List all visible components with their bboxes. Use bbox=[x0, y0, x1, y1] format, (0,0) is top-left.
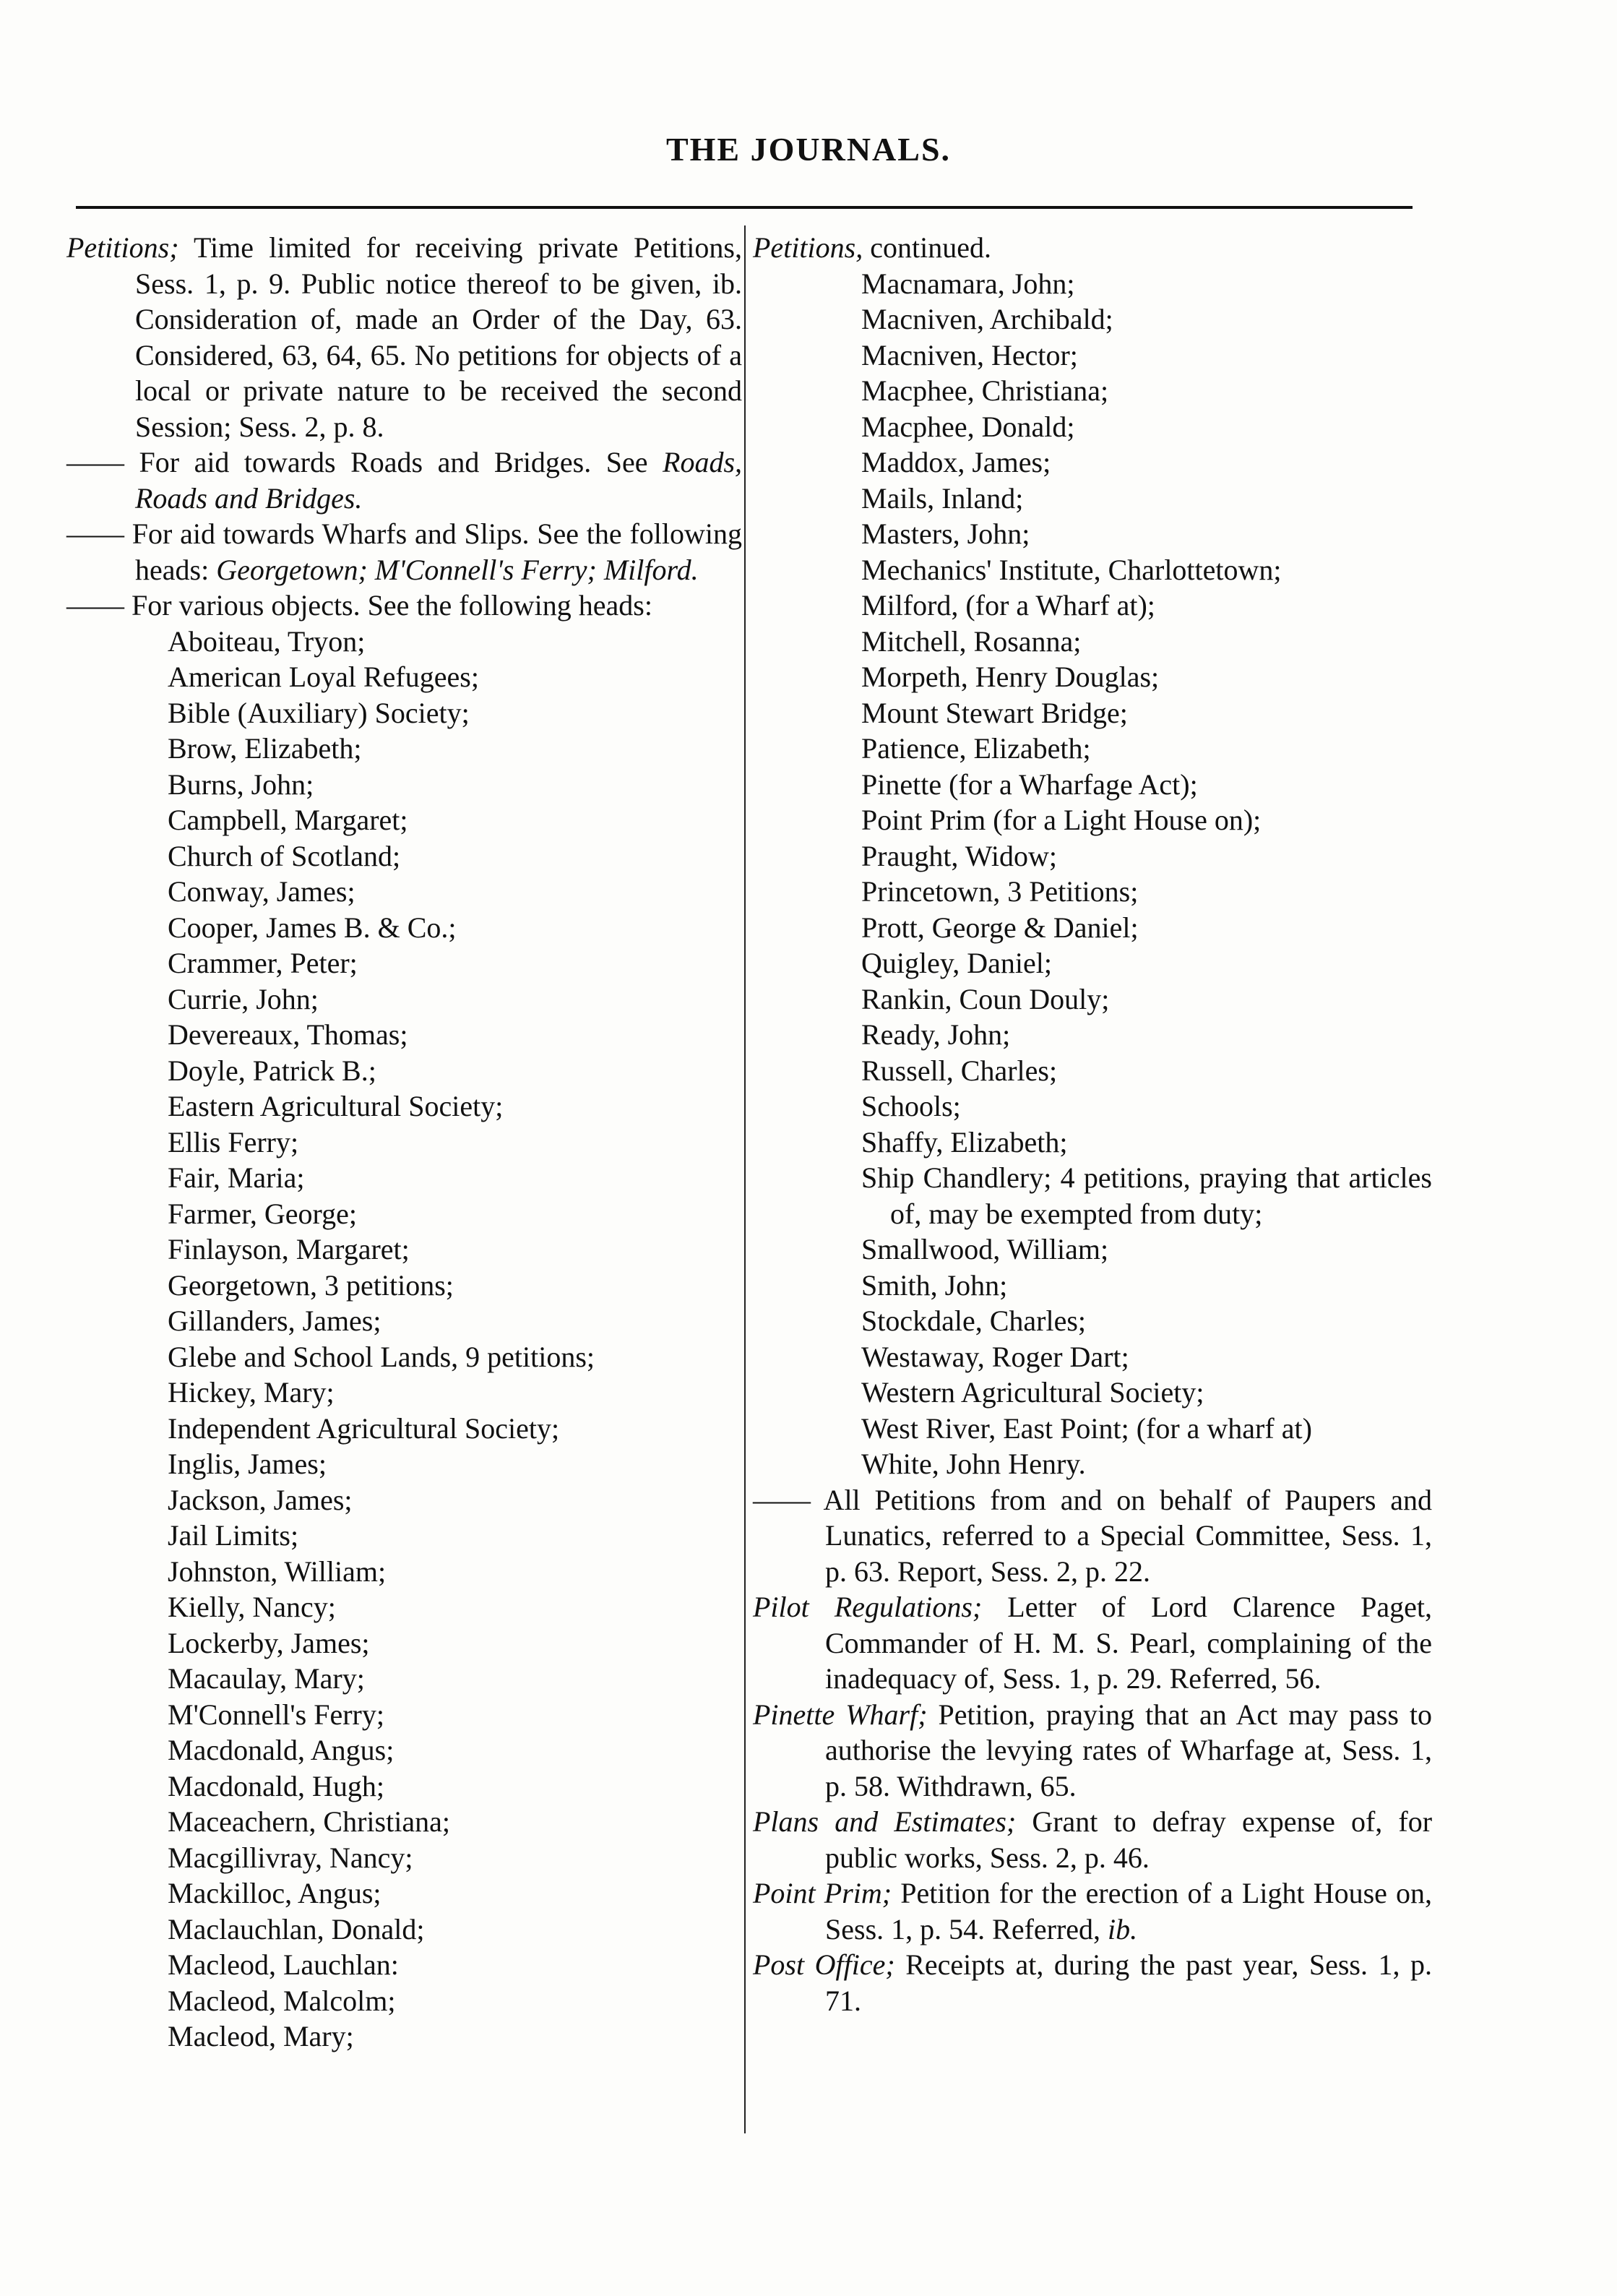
petitions-head: Petitions; bbox=[66, 231, 179, 264]
list-item: Point Prim (for a Light House on); bbox=[861, 804, 1262, 836]
list-item: Hickey, Mary; bbox=[168, 1376, 335, 1409]
list-item: American Loyal Refugees; bbox=[168, 661, 479, 693]
list-item: Georgetown, 3 petitions; bbox=[168, 1268, 454, 1302]
list-item: Brow, Elizabeth; bbox=[168, 732, 362, 765]
list-item: Prott, George & Daniel; bbox=[861, 911, 1139, 944]
left-column bbox=[66, 230, 742, 2055]
pointprim-head: Point Prim; bbox=[753, 1877, 892, 1909]
right-items-list bbox=[753, 266, 1432, 1161]
left-items-list bbox=[66, 624, 742, 2055]
roads-entry bbox=[66, 444, 742, 516]
list-item: Morpeth, Henry Douglas; bbox=[861, 661, 1160, 693]
list-item: Macdonald, Angus; bbox=[168, 1734, 394, 1766]
list-item: Independent Agricultural Society; bbox=[168, 1411, 560, 1445]
column-divider bbox=[744, 225, 746, 2133]
list-item: Farmer, George; bbox=[168, 1197, 358, 1230]
petitions-entry bbox=[66, 230, 742, 444]
pinette-text: Petition, praying that an Act may pass to authorise the levying rates of Wharfage at, Sess. 1, p. 58. Withdrawn, 65. bbox=[825, 1698, 1433, 1802]
list-item: Mitchell, Rosanna; bbox=[861, 624, 1082, 658]
list-item: Lockerby, James; bbox=[168, 1626, 370, 1659]
list-item: Bible (Auxiliary) Society; bbox=[168, 696, 470, 729]
list-item: Campbell, Margaret; bbox=[168, 804, 408, 836]
list-item: M'Connell's Ferry; bbox=[168, 1698, 384, 1731]
list-item: Macphee, Christiana; bbox=[861, 374, 1109, 407]
continued-text: continued. bbox=[870, 231, 991, 264]
continued-heading bbox=[753, 230, 1432, 266]
list-item: Macnamara, John; bbox=[861, 267, 1075, 300]
pilot-regulations-entry bbox=[753, 1589, 1432, 1697]
list-item: Ellis Ferry; bbox=[168, 1125, 299, 1158]
list-item: Patience, Elizabeth; bbox=[861, 732, 1091, 765]
list-item: Maclauchlan, Donald; bbox=[168, 1912, 425, 1945]
various-text: —— For various objects. See the following heads: bbox=[66, 589, 652, 622]
petitions-text: Time limited for receiving private Petitions, Sess. 1, p. 9. Public notice thereof to be given, ib. Consideration of, made an Order of the Day, 63. Considered, 63, 64, 65. No petitions for objects of a local or private nature to be received the second Session; Sess. 2, p. 8. bbox=[135, 231, 742, 443]
wharfs-entry bbox=[66, 516, 742, 588]
page-title: THE JOURNALS. bbox=[665, 131, 952, 168]
list-item: Macphee, Donald; bbox=[861, 410, 1075, 443]
list-item: Smith, John; bbox=[861, 1268, 1008, 1302]
list-item: Shaffy, Elizabeth; bbox=[861, 1125, 1068, 1158]
plans-text: Grant to defray expense of, for public works, Sess. 2, p. 46. bbox=[825, 1805, 1433, 1874]
list-item: Schools; bbox=[861, 1090, 961, 1122]
list-item: Glebe and School Lands, 9 petitions; bbox=[168, 1340, 595, 1373]
list-item: Princetown, 3 Petitions; bbox=[861, 875, 1139, 908]
post-head: Post Office; bbox=[753, 1948, 895, 1981]
list-item: Russell, Charles; bbox=[861, 1054, 1058, 1087]
list-item: Fair, Maria; bbox=[168, 1161, 305, 1194]
list-item: Macgillivray, Nancy; bbox=[168, 1841, 413, 1874]
list-item: Western Agricultural Society; bbox=[861, 1376, 1204, 1409]
post-text: Receipts at, during the past year, Sess. 1, p. 71. bbox=[825, 1948, 1432, 2017]
list-item: Inglis, James; bbox=[168, 1448, 327, 1480]
list-item: Aboiteau, Tryon; bbox=[168, 624, 366, 658]
list-item: Cooper, James B. & Co.; bbox=[168, 911, 457, 944]
list-item: Mails, Inland; bbox=[861, 481, 1024, 515]
point-prim-entry bbox=[753, 1875, 1432, 1947]
list-item: Currie, John; bbox=[168, 982, 319, 1015]
list-item: Eastern Agricultural Society; bbox=[168, 1090, 504, 1122]
list-item: Gillanders, James; bbox=[168, 1304, 381, 1337]
pilot-head: Pilot Regulations; bbox=[753, 1591, 983, 1623]
list-item: Maddox, James; bbox=[861, 446, 1051, 478]
pointprim-ib: ib. bbox=[1108, 1912, 1138, 1945]
various-entry bbox=[66, 588, 742, 624]
list-item: Johnston, William; bbox=[168, 1555, 387, 1588]
list-item: Stockdale, Charles; bbox=[861, 1304, 1087, 1337]
list-item: White, John Henry. bbox=[861, 1448, 1086, 1480]
list-item: Mechanics' Institute, Charlottetown; bbox=[861, 553, 1282, 586]
list-item: Macleod, Mary; bbox=[168, 2020, 354, 2052]
post-office-entry bbox=[753, 1947, 1432, 2018]
ship-chandlery-entry: Ship Chandlery; 4 petitions, praying that articles of, may be exempted from duty; bbox=[861, 1161, 1432, 1230]
list-item: West River, East Point; (for a wharf at) bbox=[861, 1411, 1312, 1445]
list-item: Jail Limits; bbox=[168, 1519, 299, 1552]
pilot-text: Letter of Lord Clarence Paget, Commander of H. M. S. Pearl, complaining of the inadequacy of, Sess. 1, p. 29. Referred, 56. bbox=[825, 1591, 1433, 1695]
list-item: Macaulay, Mary; bbox=[168, 1662, 365, 1695]
roads-text: —— For aid towards Roads and Bridges. See bbox=[66, 446, 648, 478]
list-item: Burns, John; bbox=[168, 768, 314, 801]
right-items-list-2 bbox=[753, 1231, 1432, 1482]
list-item: Finlayson, Margaret; bbox=[168, 1233, 410, 1265]
list-item: Church of Scotland; bbox=[168, 839, 401, 872]
pinette-wharf-entry bbox=[753, 1697, 1432, 1805]
list-item: Ready, John; bbox=[861, 1018, 1011, 1051]
list-item: Milford, (for a Wharf at); bbox=[861, 589, 1155, 622]
list-item: Macleod, Malcolm; bbox=[168, 1984, 396, 2017]
wharfs-text: —— For aid towards Wharfs and Slips. See the following heads: bbox=[66, 517, 742, 586]
plans-estimates-entry bbox=[753, 1804, 1432, 1875]
list-item: Macniven, Hector; bbox=[861, 338, 1078, 371]
plans-head: Plans and Estimates; bbox=[753, 1805, 1017, 1838]
list-item: Crammer, Peter; bbox=[168, 947, 358, 979]
wharfs-ref: Georgetown; M'Connell's Ferry; Milford. bbox=[216, 553, 699, 586]
list-item: Macniven, Archibald; bbox=[861, 303, 1113, 335]
list-item: Quigley, Daniel; bbox=[861, 947, 1053, 979]
list-item: Macleod, Lauchlan: bbox=[168, 1948, 399, 1981]
list-item: Kielly, Nancy; bbox=[168, 1591, 336, 1623]
list-item: Praught, Widow; bbox=[861, 839, 1057, 872]
header-rule bbox=[76, 206, 1413, 209]
list-item: Macdonald, Hugh; bbox=[168, 1769, 384, 1802]
list-item: Devereaux, Thomas; bbox=[168, 1018, 408, 1051]
list-item: Rankin, Coun Douly; bbox=[861, 982, 1110, 1015]
list-item: Westaway, Roger Dart; bbox=[861, 1340, 1129, 1373]
paupers-entry: —— All Petitions from and on behalf of Paupers and Lunatics, referred to a Special Committee, Sess. 1, p. 63. Report, Sess. 2, p. 22. bbox=[753, 1483, 1432, 1588]
list-item: Jackson, James; bbox=[168, 1483, 353, 1516]
list-item: Mackilloc, Angus; bbox=[168, 1877, 381, 1909]
pinette-head: Pinette Wharf; bbox=[753, 1698, 928, 1731]
list-item: Smallwood, William; bbox=[861, 1233, 1109, 1265]
list-item: Masters, John; bbox=[861, 517, 1030, 550]
list-item: Conway, James; bbox=[168, 875, 355, 908]
pointprim-text: Petition for the erection of a Light House on, Sess. 1, p. 54. Referred, bbox=[825, 1877, 1433, 1945]
list-item: Doyle, Patrick B.; bbox=[168, 1054, 376, 1087]
right-column bbox=[753, 230, 1432, 2018]
list-item: Mount Stewart Bridge; bbox=[861, 696, 1128, 729]
roads-ref: Roads, Roads and Bridges. bbox=[135, 446, 743, 515]
continued-head: Petitions, bbox=[753, 231, 863, 264]
list-item: Pinette (for a Wharfage Act); bbox=[861, 768, 1198, 801]
list-item: Maceachern, Christiana; bbox=[168, 1805, 450, 1838]
